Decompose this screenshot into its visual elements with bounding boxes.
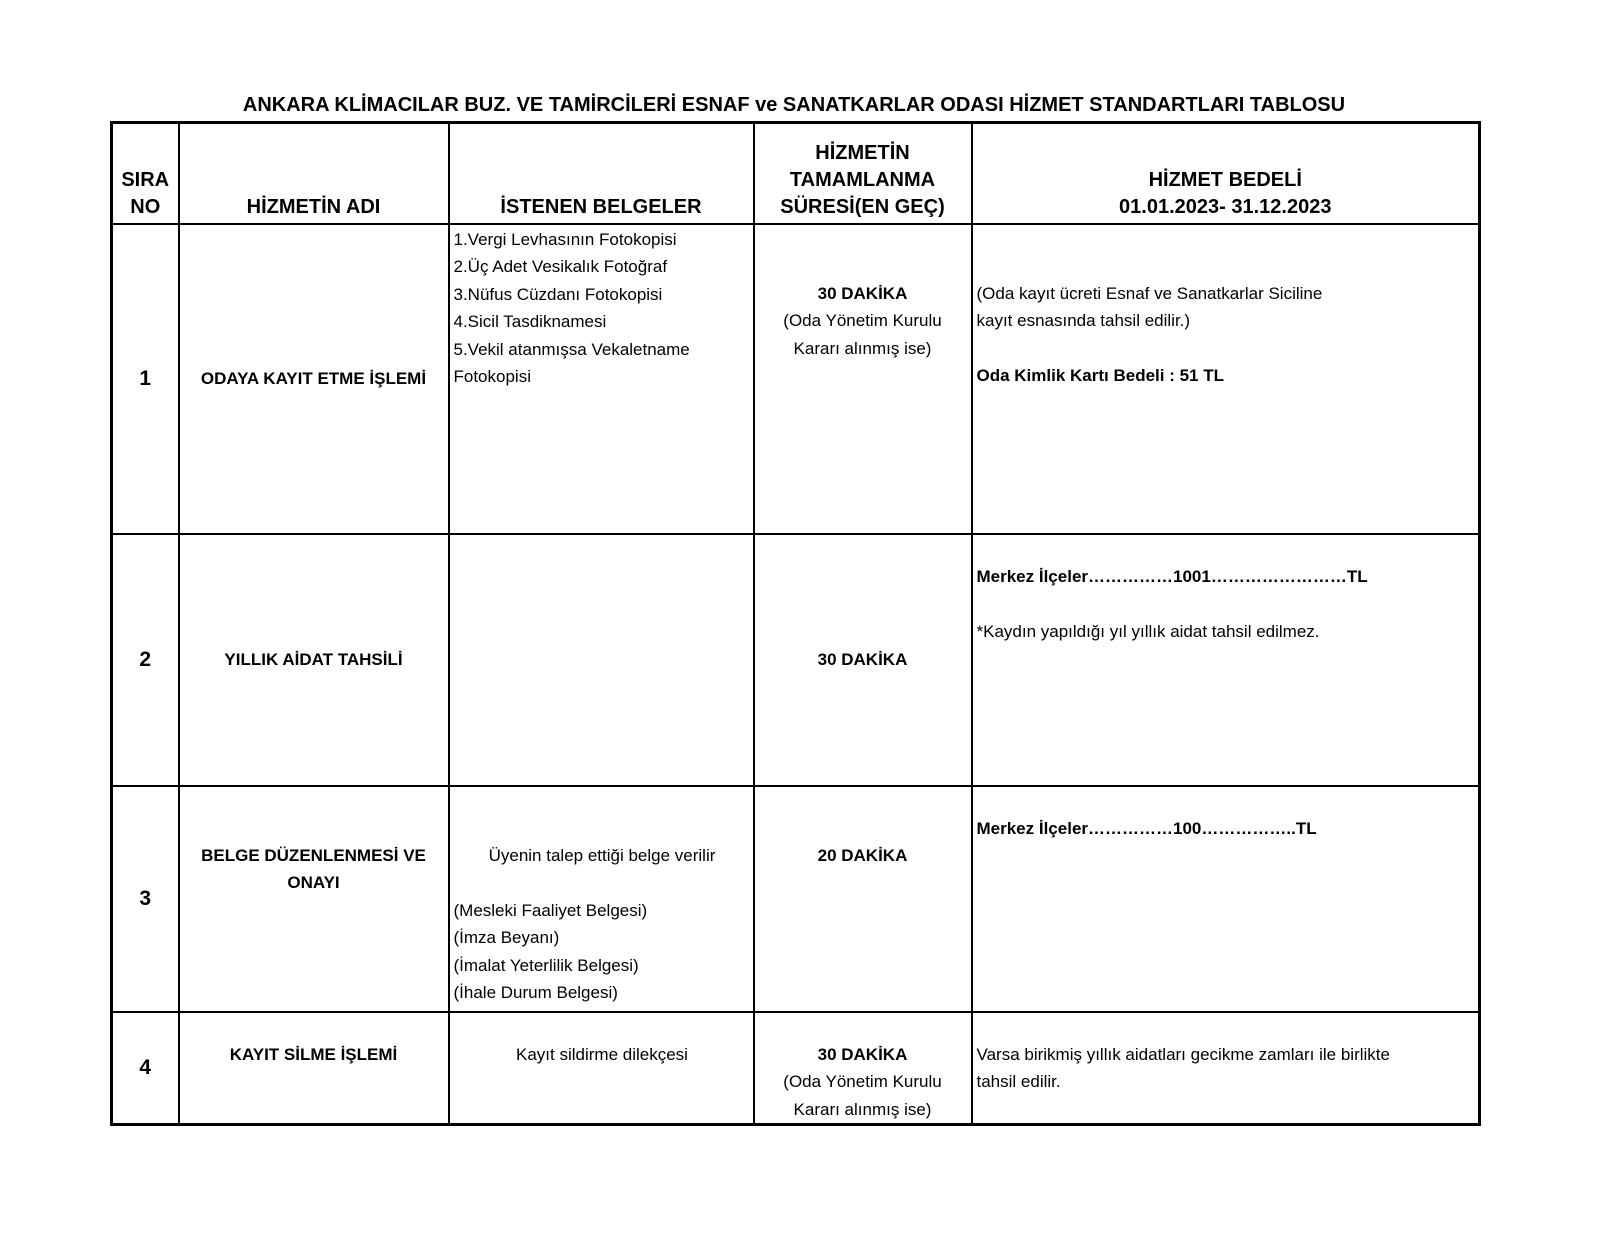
fee-text: (Oda kayıt ücreti Esnaf ve Sanatkarlar Siciline	[976, 283, 1323, 303]
header-sira-no	[112, 123, 179, 224]
document-item: 2.Üç Adet Vesikalık Fotoğraf	[453, 257, 668, 276]
service-fee	[972, 1012, 1480, 1125]
required-documents	[449, 224, 754, 534]
document-item: (İmza Beyanı)	[453, 928, 560, 947]
service-name: ODAYA KAYIT ETME İŞLEMİ	[179, 224, 449, 534]
required-documents	[449, 1012, 754, 1125]
completion-time	[754, 534, 972, 786]
spacer	[977, 590, 1475, 618]
time-value: 30 DAKİKA	[817, 283, 908, 303]
service-name: YILLIK AİDAT TAHSİLİ	[179, 534, 449, 786]
header-no-line-1: SIRA	[121, 168, 170, 191]
time-note: Kararı alınmış ise)	[793, 338, 932, 358]
header-fee-line-2: 01.01.2023- 31.12.2023	[1119, 195, 1332, 218]
service-fee	[972, 534, 1480, 786]
time-note: Kararı alınmış ise)	[793, 1099, 932, 1119]
service-standards-table	[110, 121, 1481, 1126]
row-number: 2	[112, 534, 179, 786]
time-value: 20 DAKİKA	[817, 845, 908, 865]
table-row	[112, 534, 1480, 786]
fee-amount: Merkez İlçeler……………100……………..TL	[976, 818, 1317, 838]
table-row	[112, 224, 1480, 534]
service-name: KAYIT SİLME İŞLEMİ	[179, 1012, 449, 1125]
document-main: Üyenin talep ettiği belge verilir	[488, 845, 716, 865]
table-row	[112, 1012, 1480, 1125]
document-item: 1.Vergi Levhasının Fotokopisi	[453, 229, 677, 249]
row-number: 4	[112, 1012, 179, 1125]
time-value: 30 DAKİKA	[817, 649, 908, 669]
document-item: 3.Nüfus Cüzdanı Fotokopisi	[453, 284, 663, 304]
document-item: 5.Vekil atanmışsa Vekaletname	[453, 339, 690, 359]
service-name	[179, 786, 449, 1012]
service-fee	[972, 786, 1480, 1012]
header-service-name	[179, 123, 449, 224]
document-item: 4.Sicil Tasdiknamesi	[453, 312, 607, 331]
time-value: 30 DAKİKA	[817, 1044, 908, 1064]
header-fee-line-1: HİZMET BEDELİ	[1148, 168, 1302, 191]
header-time-line-1: HİZMETİN	[815, 141, 910, 164]
completion-time	[754, 786, 972, 1012]
required-documents	[449, 534, 754, 786]
header-time-line-2: TAMAMLANMA	[789, 168, 936, 191]
completion-time	[754, 1012, 972, 1125]
row-number: 1	[112, 224, 179, 534]
required-documents	[449, 786, 754, 1012]
time-note: (Oda Yönetim Kurulu	[783, 1072, 942, 1091]
table-row	[112, 786, 1480, 1012]
document-item: (İmalat Yeterlilik Belgesi)	[453, 955, 639, 975]
header-required-documents	[449, 123, 754, 224]
fee-text: tahsil edilir.	[976, 1072, 1061, 1091]
fee-text: Varsa birikmiş yıllık aidatları gecikme zamları ile birlikte	[976, 1044, 1390, 1064]
fee-amount: Oda Kimlik Kartı Bedeli : 51 TL	[976, 366, 1225, 385]
service-fee	[972, 224, 1480, 534]
service-name-line-1: BELGE DÜZENLENMESİ VE	[201, 845, 426, 865]
spacer	[454, 869, 751, 897]
service-name-line-2: ONAYI	[287, 873, 340, 892]
header-completion-time	[754, 123, 972, 224]
document-item: Fotokopisi	[453, 367, 531, 386]
header-no-line-2: NO	[130, 195, 161, 218]
completion-time	[754, 224, 972, 534]
header-service-fee	[972, 123, 1480, 224]
spacer	[977, 335, 1475, 363]
fee-note: *Kaydın yapıldığı yıl yıllık aidat tahsil edilmez.	[976, 621, 1320, 641]
document-main: Kayıt sildirme dilekçesi	[516, 1044, 688, 1064]
document-item: (Mesleki Faaliyet Belgesi)	[453, 900, 648, 920]
header-docs-text: İSTENEN BELGELER	[500, 195, 702, 218]
row-number: 3	[112, 786, 179, 1012]
fee-amount: Merkez İlçeler……………1001……………………TL	[976, 566, 1368, 586]
time-note: (Oda Yönetim Kurulu	[783, 311, 942, 330]
header-name-text: HİZMETİN ADI	[246, 195, 381, 218]
fee-text: kayıt esnasında tahsil edilir.)	[976, 311, 1191, 330]
table-header-row	[112, 123, 1480, 224]
document-title: ANKARA KLİMACILAR BUZ. VE TAMİRCİLERİ ESNAF ve SANATKARLAR ODASI HİZMET STANDARTLARI TABLOSU	[242, 94, 1346, 116]
document-item: (İhale Durum Belgesi)	[453, 983, 618, 1002]
header-time-line-3: SÜRESİ(EN GEÇ)	[780, 195, 945, 218]
